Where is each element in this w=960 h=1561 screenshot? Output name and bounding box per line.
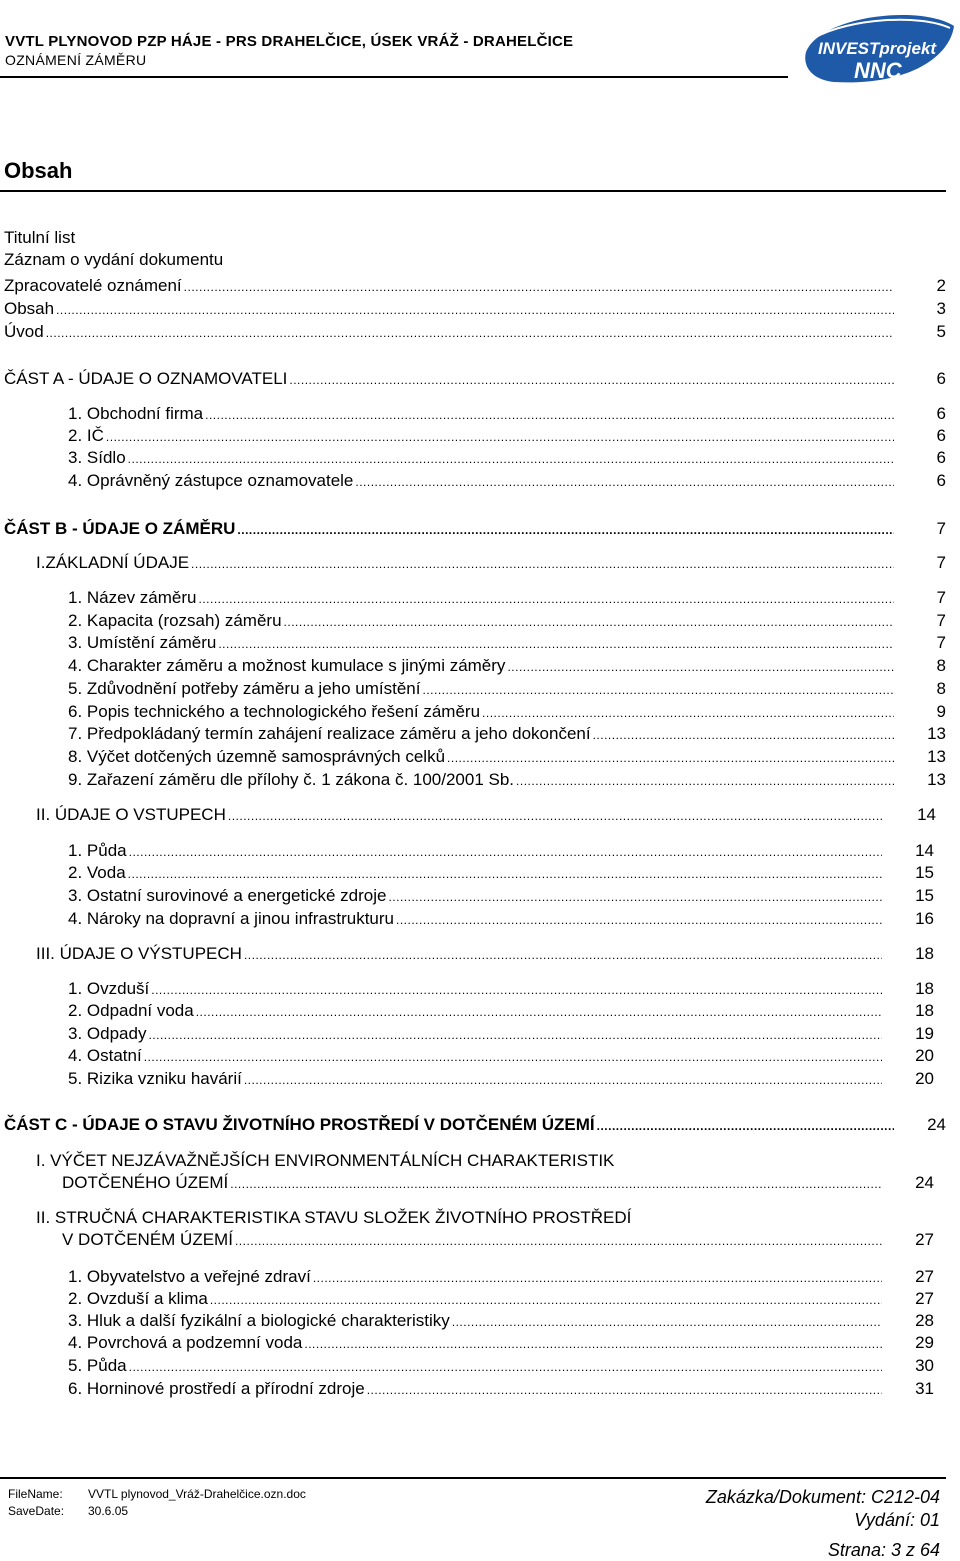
toc-entry-title: ČÁST C - ÚDAJE O STAVU ŽIVOTNÍHO PROSTŘEDÍ V DOTČENÉM ÚZEMÍ bbox=[4, 1115, 595, 1134]
toc-entry[interactable] bbox=[68, 859, 934, 882]
toc-dot-leader bbox=[235, 1231, 882, 1248]
footer-divider bbox=[0, 1477, 946, 1479]
toc-entry-page: 5 bbox=[936, 322, 946, 341]
toc-entry-title: 4. Oprávněný zástupce oznamovatele bbox=[68, 471, 354, 490]
toc-entry-page: 31 bbox=[915, 1379, 934, 1398]
toc-dot-leader bbox=[482, 703, 894, 720]
toc-entry-page: 29 bbox=[915, 1333, 934, 1352]
toc-entry-page: 28 bbox=[915, 1311, 934, 1330]
toc-dot-leader bbox=[184, 277, 894, 294]
toc-entry-title: V DOTČENÉM ÚZEMÍ bbox=[62, 1230, 233, 1249]
toc-dot-leader bbox=[593, 725, 894, 742]
toc-entry-page: 18 bbox=[915, 944, 934, 963]
toc-entry-title: 5. Zdůvodnění potřeby záměru a jeho umístění bbox=[68, 679, 421, 698]
toc-entry[interactable] bbox=[68, 766, 946, 789]
toc-entry[interactable] bbox=[68, 584, 946, 607]
savedate-label: SaveDate: bbox=[8, 1504, 65, 1518]
toc-entry[interactable] bbox=[68, 652, 946, 675]
toc-entry[interactable] bbox=[68, 467, 946, 490]
toc-entry[interactable] bbox=[68, 1375, 934, 1398]
toc-entry-page: 6 bbox=[936, 404, 946, 423]
header-divider bbox=[0, 76, 788, 78]
toc-entry[interactable] bbox=[4, 295, 946, 318]
toc-dot-leader bbox=[388, 887, 882, 904]
toc-entry[interactable] bbox=[68, 1352, 934, 1375]
toc-entry-title: 2. Kapacita (rozsah) záměru bbox=[68, 611, 282, 630]
toc-entry-page: 7 bbox=[936, 611, 946, 630]
toc-entry-title: II. STRUČNÁ CHARAKTERISTIKA STAVU SLOŽEK ŽIVOTNÍHO PROSTŘEDÍ bbox=[36, 1208, 632, 1227]
toc-entry-title: 4. Nároky na dopravní a jinou infrastrukturu bbox=[68, 909, 395, 928]
toc-entry[interactable] bbox=[36, 801, 936, 824]
toc-entry-page: 7 bbox=[936, 519, 946, 538]
toc-entry-page: 16 bbox=[915, 909, 934, 928]
toc-entry-title: 3. Sídlo bbox=[68, 448, 126, 467]
toc-entry[interactable] bbox=[68, 607, 946, 630]
toc-entry[interactable] bbox=[68, 1263, 934, 1286]
toc-entry-title: 3. Ostatní surovinové a energetické zdroje bbox=[68, 886, 387, 905]
toc-entry-page: 30 bbox=[915, 1356, 934, 1375]
toc-entry[interactable] bbox=[68, 629, 946, 652]
toc-dot-leader bbox=[237, 520, 894, 537]
toc-entry-title: 1. Půda bbox=[68, 841, 127, 860]
toc-entry[interactable] bbox=[68, 1307, 934, 1330]
toc-entry-title: Obsah bbox=[4, 299, 55, 318]
toc-dot-leader bbox=[129, 1357, 882, 1374]
company-logo bbox=[800, 8, 960, 90]
toc-dot-leader bbox=[396, 910, 882, 927]
toc-entry-title: ČÁST A - ÚDAJE O OZNAMOVATELI bbox=[4, 369, 288, 388]
toc-entry[interactable] bbox=[68, 1065, 934, 1088]
toc-entry-title: II. ÚDAJE O VSTUPECH bbox=[36, 805, 226, 824]
toc-entry-title: 8. Výčet dotčených územně samosprávných celků bbox=[68, 747, 446, 766]
toc-entry[interactable] bbox=[4, 272, 946, 295]
toc-entry[interactable] bbox=[68, 1042, 934, 1065]
toc-entry-page: 7 bbox=[936, 588, 946, 607]
toc-dot-leader bbox=[129, 842, 882, 859]
toc-entry-page: 15 bbox=[915, 863, 934, 882]
toc-dot-leader bbox=[244, 945, 882, 962]
toc-entry-title: 2. IČ bbox=[68, 426, 104, 445]
toc-entry[interactable] bbox=[68, 1020, 934, 1043]
toc-dot-leader bbox=[218, 634, 894, 651]
filename-value: VVTL plynovod_Vráž-Drahelčice.ozn.doc bbox=[88, 1487, 306, 1501]
toc-entry-page: 6 bbox=[936, 471, 946, 490]
toc-entry-title: ČÁST B - ÚDAJE O ZÁMĚRU bbox=[4, 519, 236, 538]
toc-entry[interactable] bbox=[68, 975, 934, 998]
toc-entry-title: 1. Obyvatelstvo a veřejné zdraví bbox=[68, 1267, 311, 1286]
toc-entry-page: 14 bbox=[917, 805, 936, 824]
toc-entry[interactable] bbox=[4, 365, 946, 388]
toc-entry-page: 6 bbox=[936, 369, 946, 388]
toc-entry-page: 8 bbox=[936, 656, 946, 675]
toc-entry-page: 20 bbox=[915, 1046, 934, 1065]
toc-entry-title: DOTČENÉHO ÚZEMÍ bbox=[62, 1173, 229, 1192]
toc-dot-leader bbox=[199, 589, 895, 606]
toc-dot-leader bbox=[367, 1380, 882, 1397]
toc-entry-page: 6 bbox=[936, 448, 946, 467]
toc-dot-leader bbox=[191, 554, 894, 571]
toc-dot-leader bbox=[304, 1334, 882, 1351]
savedate-value: 30.6.05 bbox=[88, 1504, 129, 1518]
toc-dot-leader bbox=[196, 1002, 882, 1019]
toc-entry-title: 5. Rizika vzniku havárií bbox=[68, 1069, 242, 1088]
toc-entry-page: 6 bbox=[936, 426, 946, 445]
toc-entry-title: Zpracovatelé oznámení bbox=[4, 276, 182, 295]
toc-dot-leader bbox=[205, 405, 894, 422]
toc-entry-title: 3. Umístění záměru bbox=[68, 633, 217, 652]
toc-entry-page: 24 bbox=[927, 1115, 946, 1134]
toc-entry-page: 2 bbox=[936, 276, 946, 295]
toc-entry-title: III. ÚDAJE O VÝSTUPECH bbox=[36, 944, 242, 963]
toc-entry[interactable] bbox=[36, 1204, 884, 1226]
toc-entry-page: 27 bbox=[915, 1289, 934, 1308]
logo-line2: NNC bbox=[854, 58, 902, 83]
heading-divider bbox=[0, 190, 946, 192]
toc-entry[interactable] bbox=[4, 318, 946, 341]
toc-dot-leader bbox=[210, 1290, 882, 1307]
toc-entry[interactable] bbox=[68, 698, 946, 721]
toc-entry[interactable] bbox=[36, 940, 934, 963]
toc-dot-leader bbox=[228, 806, 884, 823]
toc-entry-page: 13 bbox=[927, 724, 946, 743]
toc-dot-leader bbox=[230, 1174, 882, 1191]
toc-entry-title: I. VÝČET NEJZÁVAŽNĚJŠÍCH ENVIRONMENTÁLNÍCH CHARAKTERISTIK bbox=[36, 1151, 615, 1170]
toc-entry-page: 27 bbox=[915, 1267, 934, 1286]
toc-dot-leader bbox=[244, 1070, 882, 1087]
toc-dot-leader bbox=[313, 1268, 882, 1285]
toc-entry-page: 20 bbox=[915, 1069, 934, 1088]
toc-entry-page: 13 bbox=[927, 770, 946, 789]
toc-entry[interactable] bbox=[68, 720, 946, 743]
toc-dot-leader bbox=[507, 657, 894, 674]
toc-dot-leader bbox=[106, 427, 894, 444]
toc-entry[interactable] bbox=[62, 1169, 934, 1192]
toc-entry-title: 3. Hluk a další fyzikální a biologické charakteristiky bbox=[68, 1311, 450, 1330]
toc-entry-title: 2. Odpadní voda bbox=[68, 1001, 194, 1020]
toc-entry-title: 1. Obchodní firma bbox=[68, 404, 204, 423]
toc-entry[interactable] bbox=[36, 549, 946, 572]
toc-entry-page: 7 bbox=[936, 553, 946, 572]
toc-dot-leader bbox=[447, 748, 894, 765]
toc-dot-leader bbox=[128, 864, 882, 881]
toc-dot-leader bbox=[289, 370, 894, 387]
toc-entry-title: 2. Ovzduší a klima bbox=[68, 1289, 208, 1308]
toc-dot-leader bbox=[144, 1047, 882, 1064]
logo-line1: INVESTprojekt bbox=[818, 39, 937, 58]
toc-entry[interactable] bbox=[68, 422, 946, 445]
toc-entry[interactable] bbox=[68, 882, 934, 905]
toc-entry[interactable] bbox=[68, 675, 946, 698]
toc-entry[interactable] bbox=[68, 400, 946, 423]
toc-entry[interactable] bbox=[68, 997, 934, 1020]
toc-entry-page: 9 bbox=[936, 702, 946, 721]
toc-entry[interactable] bbox=[68, 905, 934, 928]
toc-entry[interactable] bbox=[4, 515, 946, 538]
toc-entry[interactable] bbox=[68, 1329, 934, 1352]
toc-entry-page: 14 bbox=[915, 841, 934, 860]
toc-entry-page: 19 bbox=[915, 1024, 934, 1043]
filename-label: FileName: bbox=[8, 1487, 63, 1501]
toc-plain-item: Záznam o vydání dokumentu bbox=[4, 250, 224, 269]
toc-entry[interactable] bbox=[68, 837, 934, 860]
toc-entry-page: 18 bbox=[915, 1001, 934, 1020]
toc-dot-leader bbox=[151, 980, 882, 997]
toc-plain-item: Titulní list bbox=[4, 228, 76, 247]
toc-heading: Obsah bbox=[4, 158, 73, 183]
toc-entry-title: 1. Název záměru bbox=[68, 588, 197, 607]
page-number: Strana: 3 z 64 bbox=[827, 1540, 940, 1560]
toc-dot-leader bbox=[597, 1116, 894, 1133]
toc-entry-page: 13 bbox=[927, 747, 946, 766]
toc-dot-leader bbox=[56, 300, 894, 317]
toc-entry-title: 3. Odpady bbox=[68, 1024, 147, 1043]
toc-entry[interactable] bbox=[4, 1111, 946, 1134]
toc-entry-page: 3 bbox=[936, 299, 946, 318]
toc-entry-title: 4. Povrchová a podzemní voda bbox=[68, 1333, 303, 1352]
toc-entry-title: 6. Horninové prostředí a přírodní zdroje bbox=[68, 1379, 365, 1398]
toc-dot-leader bbox=[46, 323, 894, 340]
toc-dot-leader bbox=[422, 680, 894, 697]
toc-dot-leader bbox=[452, 1312, 882, 1329]
toc-entry-title: 6. Popis technického a technologického řešení záměru bbox=[68, 702, 481, 721]
toc-entry[interactable] bbox=[68, 1285, 934, 1308]
document-title: VVTL PLYNOVOD PZP HÁJE - PRS DRAHELČICE, ÚSEK VRÁŽ - DRAHELČICE bbox=[5, 33, 574, 50]
toc-entry-page: 15 bbox=[915, 886, 934, 905]
toc-entry[interactable] bbox=[68, 444, 946, 467]
toc-dot-leader bbox=[516, 771, 894, 788]
toc-entry-title: I.ZÁKLADNÍ ÚDAJE bbox=[36, 553, 190, 572]
toc-entry-page: 27 bbox=[915, 1230, 934, 1249]
toc-entry-title: Úvod bbox=[4, 322, 44, 341]
issue-number: Vydání: 01 bbox=[854, 1510, 940, 1530]
toc-entry-page: 24 bbox=[915, 1173, 934, 1192]
toc-entry-title: 5. Půda bbox=[68, 1356, 127, 1375]
toc-dot-leader bbox=[148, 1025, 882, 1042]
toc-entry-page: 8 bbox=[936, 679, 946, 698]
toc-entry[interactable] bbox=[36, 1147, 884, 1169]
document-subtitle: OZNÁMENÍ ZÁMĚRU bbox=[5, 52, 147, 68]
toc-entry-page: 7 bbox=[936, 633, 946, 652]
toc-entry[interactable] bbox=[62, 1226, 934, 1249]
page-header bbox=[0, 0, 960, 90]
toc-dot-leader bbox=[355, 472, 894, 489]
toc-entry-title: 1. Ovzduší bbox=[68, 979, 150, 998]
contract-number: Zakázka/Dokument: C212-04 bbox=[705, 1487, 940, 1507]
toc-entry-page: 18 bbox=[915, 979, 934, 998]
toc-entry-title: 9. Zařazení záměru dle přílohy č. 1 zákona č. 100/2001 Sb. bbox=[68, 770, 515, 789]
toc-entry-title: 2. Voda bbox=[68, 863, 126, 882]
toc-entry[interactable] bbox=[68, 743, 946, 766]
toc-dot-leader bbox=[284, 612, 894, 629]
toc-entry-title: 4. Ostatní bbox=[68, 1046, 142, 1065]
toc-dot-leader bbox=[128, 449, 894, 466]
toc-entry-title: 7. Předpokládaný termín zahájení realizace záměru a jeho dokončení bbox=[68, 724, 591, 743]
toc-entry-title: 4. Charakter záměru a možnost kumulace s jinými záměry bbox=[68, 656, 506, 675]
